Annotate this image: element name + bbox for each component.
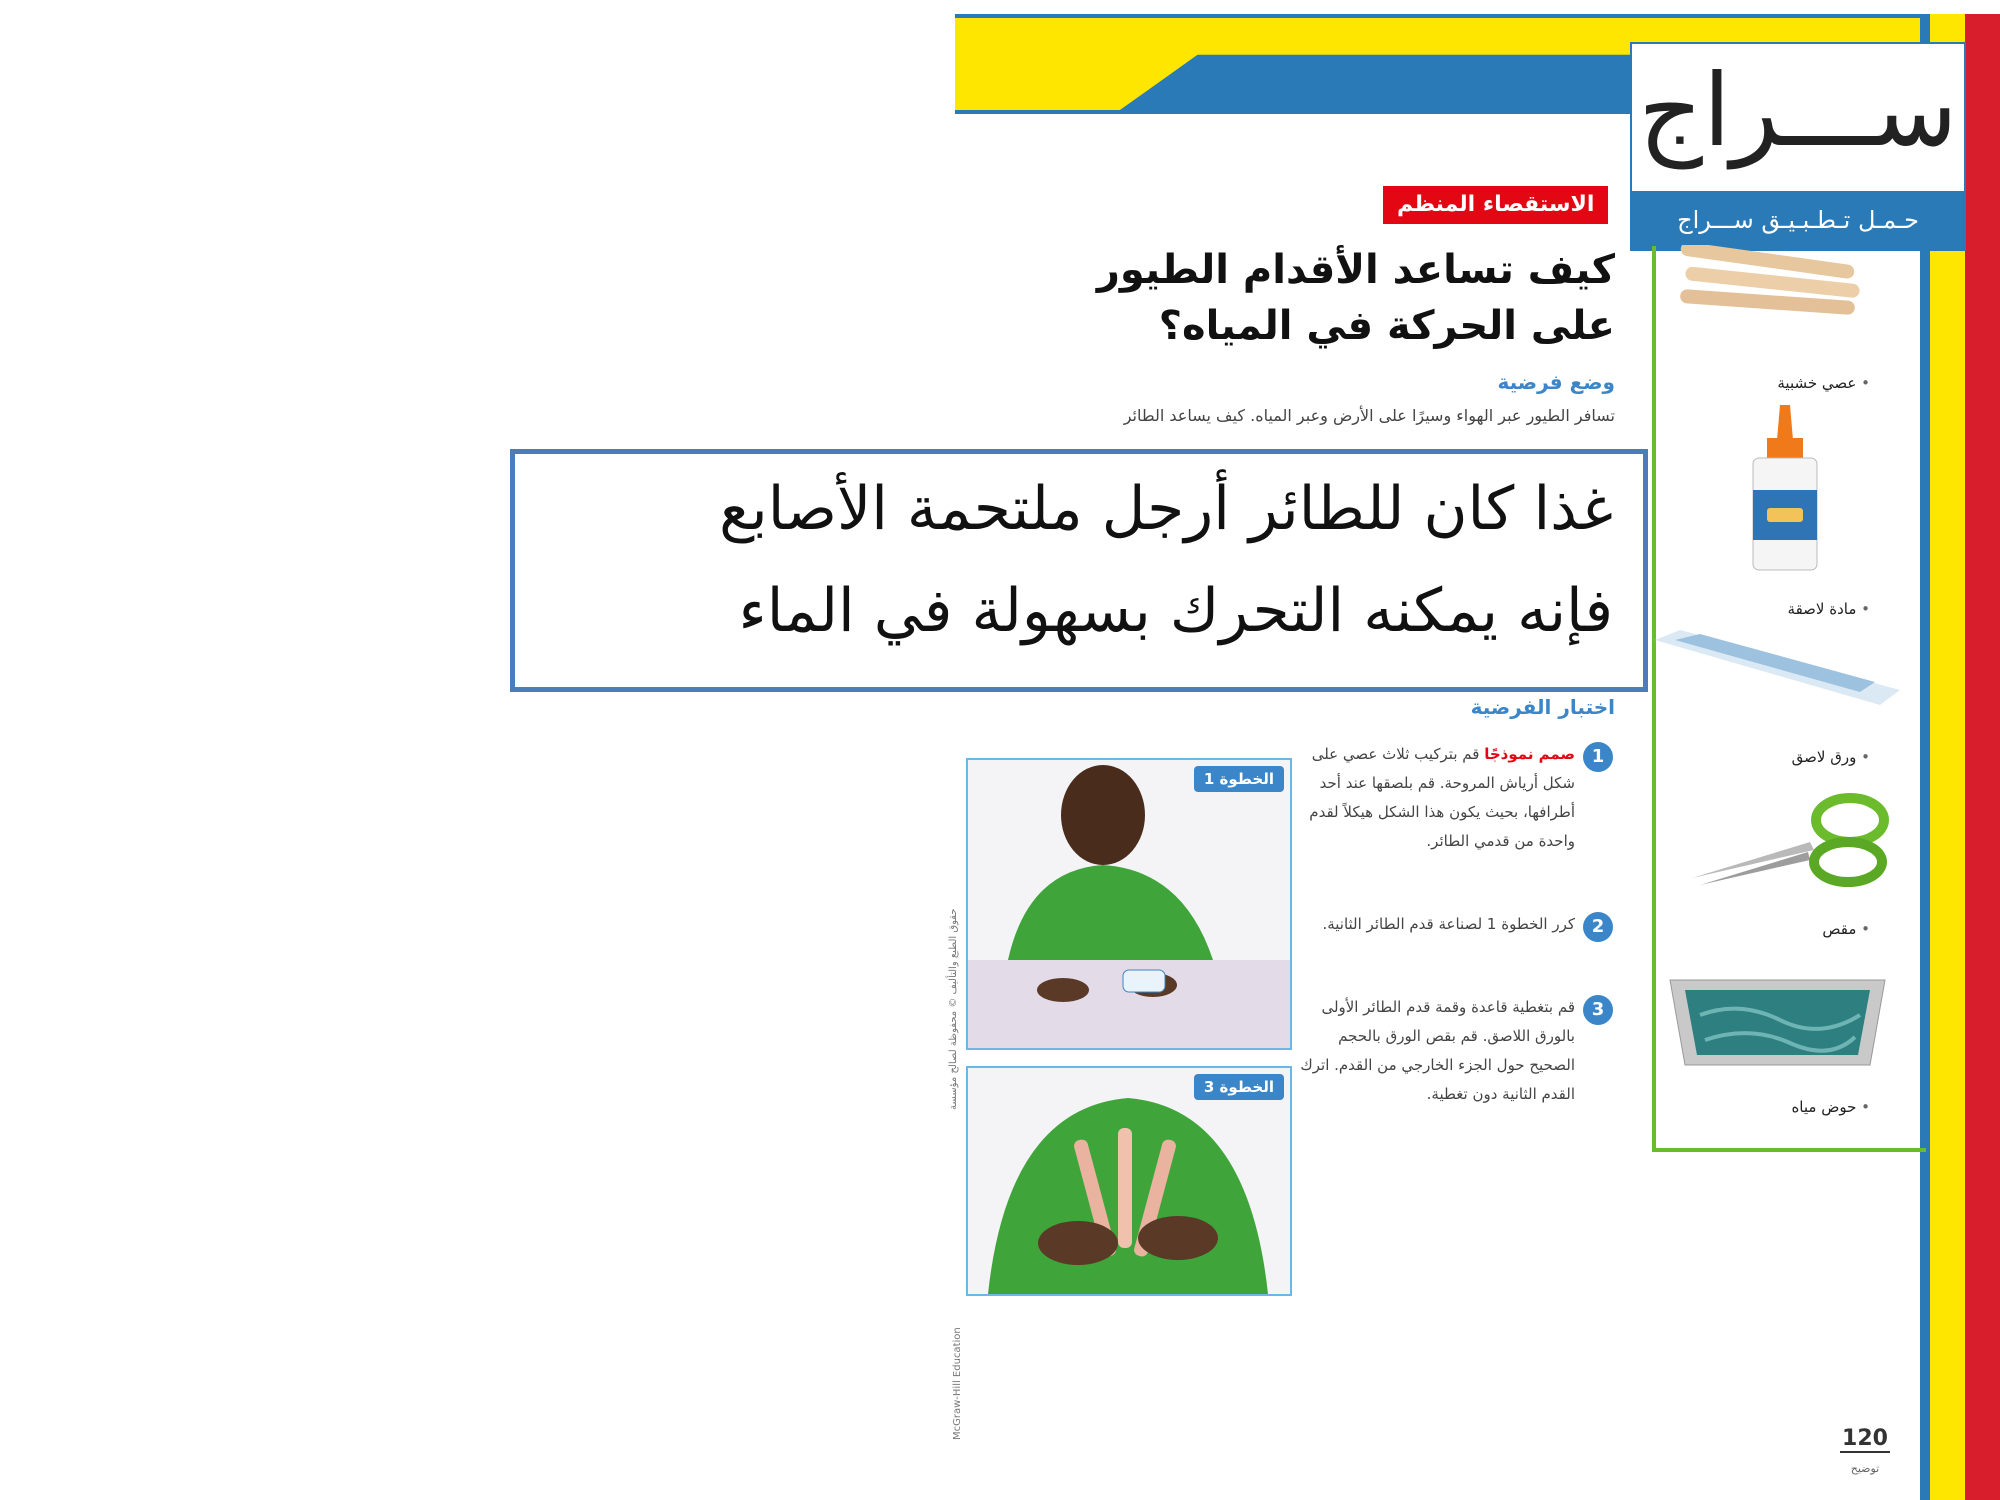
siraj-logo[interactable]	[1630, 42, 1966, 251]
material-label-tape: ورق لاصق •	[1640, 748, 1870, 766]
lesson-title: كيف تساعد الأقدام الطيور على الحركة في المياه؟	[1096, 247, 1615, 349]
scissors-image	[1690, 790, 1900, 890]
adhesive-paper-image	[1655, 630, 1905, 710]
wooden-sticks-image	[1675, 245, 1865, 320]
material-label-water-tray: حوض مياه •	[1640, 1098, 1870, 1116]
step-1-body: قم بتركيب ثلاث عصي على شكل أرياش المروحة. قم بلصقها عند أحد أطرافها، بحيث يكون هذا الشكل هيكلاً لقدم واحدة من قدمي الطائر.	[1309, 745, 1575, 850]
hands-holding-model-illustration	[968, 1068, 1290, 1294]
material-label-glue: مادة لاصقة •	[1640, 600, 1870, 618]
step-1-photo	[966, 758, 1292, 1050]
step-3-photo	[966, 1066, 1292, 1296]
page-sublabel: توضيح	[1850, 1462, 1880, 1475]
inquiry-tag: الاستقصاء المنظم	[1383, 186, 1608, 224]
step-1-lead: صمم نموذجًا	[1484, 745, 1575, 763]
boy-gluing-illustration	[968, 760, 1290, 1048]
material-label-scissors: مقص •	[1640, 920, 1870, 938]
step-3-text: قم بتغطية قاعدة وقمة قدم الطائر الأولى بالورق اللاصق. قم بقص الورق بالحجم الصحيح حول الجزء الخارجي من القدم. اترك القدم الثانية دون تغطية.	[1300, 998, 1575, 1103]
hypothesis-heading: وضع فرضية	[1497, 370, 1615, 394]
step-2-number: 2	[1583, 912, 1613, 942]
logo-tagline: حـمـل تـطـبـيـق ســـراج	[1632, 191, 1964, 249]
logo-brand: ســـراج	[1638, 52, 1958, 169]
right-edge-red	[1965, 14, 2000, 1500]
material-label-sticks: عصي خشبية •	[1640, 374, 1870, 392]
test-heading: اختبار الفرضية	[1470, 695, 1615, 719]
hypothesis-text: تسافر الطيور عبر الهواء وسيرًا على الأرض وعبر المياه. كيف يساعد الطائر	[1123, 406, 1615, 425]
overlay-line-2: فإنه يمكنه التحرك بسهولة في الماء	[738, 576, 1613, 646]
hypothesis-overlay-box	[510, 449, 1648, 692]
step-1-text	[1300, 740, 1575, 856]
glue-bottle-image	[1745, 400, 1825, 575]
step-1-badge: الخطوة 1	[1194, 766, 1284, 792]
publisher-credit: McGraw-Hill Education	[952, 1327, 963, 1440]
step-1-number: 1	[1583, 742, 1613, 772]
overlay-line-1: غذا كان للطائر أرجل ملتحمة الأصابع	[719, 474, 1613, 544]
step-3-badge: الخطوة 3	[1194, 1074, 1284, 1100]
step-2-text: كرر الخطوة 1 لصناعة قدم الطائر الثانية.	[1322, 915, 1575, 933]
step-3-number: 3	[1583, 995, 1613, 1025]
water-tray-image	[1660, 965, 1895, 1075]
copyright-arabic: حقوق الطبع والتأليف © محفوظة لصالح مؤسسة	[948, 908, 959, 1110]
page-number: 120	[1840, 1426, 1890, 1453]
